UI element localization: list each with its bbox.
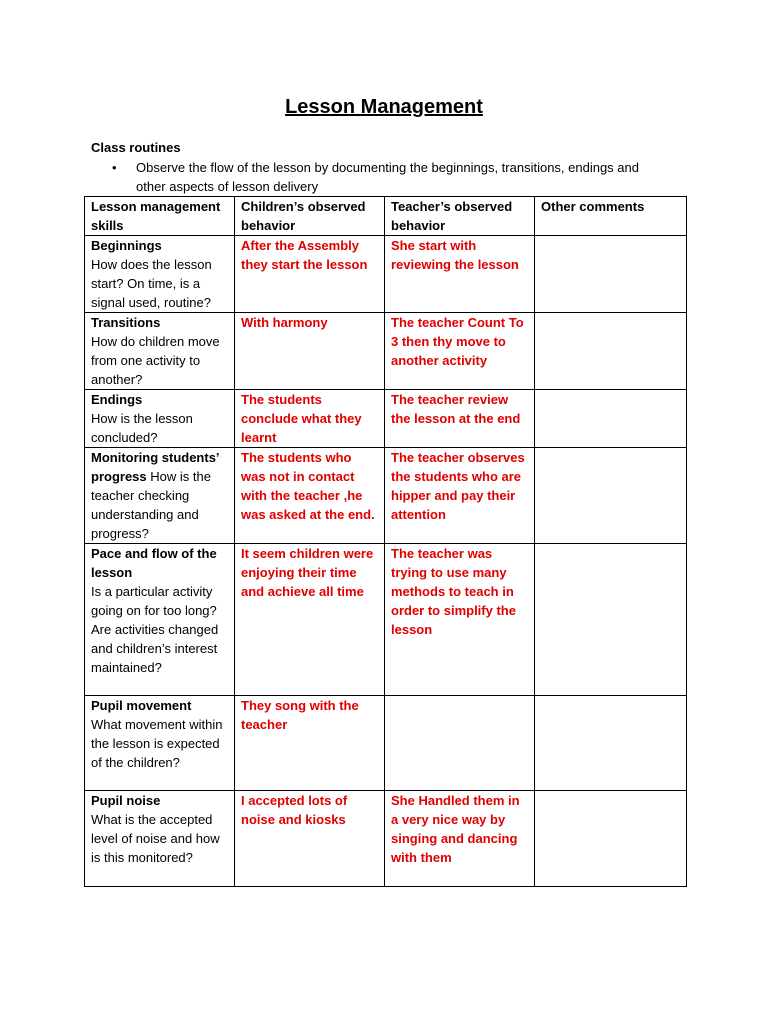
skill-question: What movement within the lesson is expected of the children? <box>91 717 223 770</box>
children-observation: They song with the teacher <box>235 696 385 791</box>
teacher-observation: The teacher Count To 3 then thy move to another activity <box>385 313 535 390</box>
skill-name: Transitions <box>91 315 161 330</box>
table-row <box>85 236 687 313</box>
header-teacher: Teacher’s observed behavior <box>385 197 535 236</box>
skill-cell <box>85 448 235 544</box>
skill-cell <box>85 544 235 696</box>
skill-question: Is a particular activity going on for too long? Are activities changed and children’s interest maintained? <box>91 584 219 675</box>
header-children: Children’s observed behavior <box>235 197 385 236</box>
table-row <box>85 448 687 544</box>
teacher-observation: She Handled them in a very nice way by singing and dancing with them <box>385 791 535 887</box>
children-observation: The students conclude what they learnt <box>235 390 385 448</box>
header-comments: Other comments <box>535 197 687 236</box>
skill-name: Endings <box>91 392 143 407</box>
header-skills: Lesson management skills <box>85 197 235 236</box>
skill-cell <box>85 236 235 313</box>
skill-question: What is the accepted level of noise and how is this monitored? <box>91 812 220 865</box>
skill-question: How does the lesson start? On time, is a signal used, routine? <box>91 257 212 310</box>
skill-cell <box>85 390 235 448</box>
bullet-icon: • <box>112 160 117 175</box>
other-comments <box>535 448 687 544</box>
skill-name: Pace and flow of the lesson <box>91 546 217 580</box>
table-row <box>85 313 687 390</box>
other-comments <box>535 390 687 448</box>
skill-cell <box>85 696 235 791</box>
other-comments <box>535 544 687 696</box>
teacher-observation: The teacher review the lesson at the end <box>385 390 535 448</box>
other-comments <box>535 313 687 390</box>
skill-question: How is the lesson concluded? <box>91 411 193 445</box>
section-heading: Class routines <box>91 140 181 155</box>
skill-question: How is the teacher checking understanding and progress? <box>91 469 211 541</box>
bullet-list-item <box>112 158 672 196</box>
teacher-observation <box>385 696 535 791</box>
other-comments <box>535 791 687 887</box>
skill-cell <box>85 313 235 390</box>
children-observation: I accepted lots of noise and kiosks <box>235 791 385 887</box>
page-title: Lesson Management <box>285 96 483 118</box>
teacher-observation: The teacher observes the students who are hipper and pay their attention <box>385 448 535 544</box>
children-observation: It seem children were enjoying their time and achieve all time <box>235 544 385 696</box>
skill-name: Pupil movement <box>91 698 192 713</box>
teacher-observation: The teacher was trying to use many methods to teach in order to simplify the lesson <box>385 544 535 696</box>
skill-question: How do children move from one activity to another? <box>91 334 220 387</box>
skill-cell <box>85 791 235 887</box>
table-row <box>85 544 687 696</box>
other-comments <box>535 696 687 791</box>
other-comments <box>535 236 687 313</box>
children-observation: After the Assembly they start the lesson <box>235 236 385 313</box>
skill-name: Pupil noise <box>91 793 161 808</box>
skill-name: Monitoring students’ progress <box>91 450 219 484</box>
table-header-row <box>85 197 687 236</box>
lesson-management-table <box>84 196 687 887</box>
children-observation: The students who was not in contact with the teacher ,he was asked at the end. <box>235 448 385 544</box>
bullet-text: Observe the flow of the lesson by documenting the beginnings, transitions, endings and other aspects of lesson delivery <box>136 160 639 194</box>
table-row <box>85 696 687 791</box>
teacher-observation: She start with reviewing the lesson <box>385 236 535 313</box>
skill-name: Beginnings <box>91 238 162 253</box>
table-row <box>85 390 687 448</box>
table-row <box>85 791 687 887</box>
children-observation: With harmony <box>235 313 385 390</box>
